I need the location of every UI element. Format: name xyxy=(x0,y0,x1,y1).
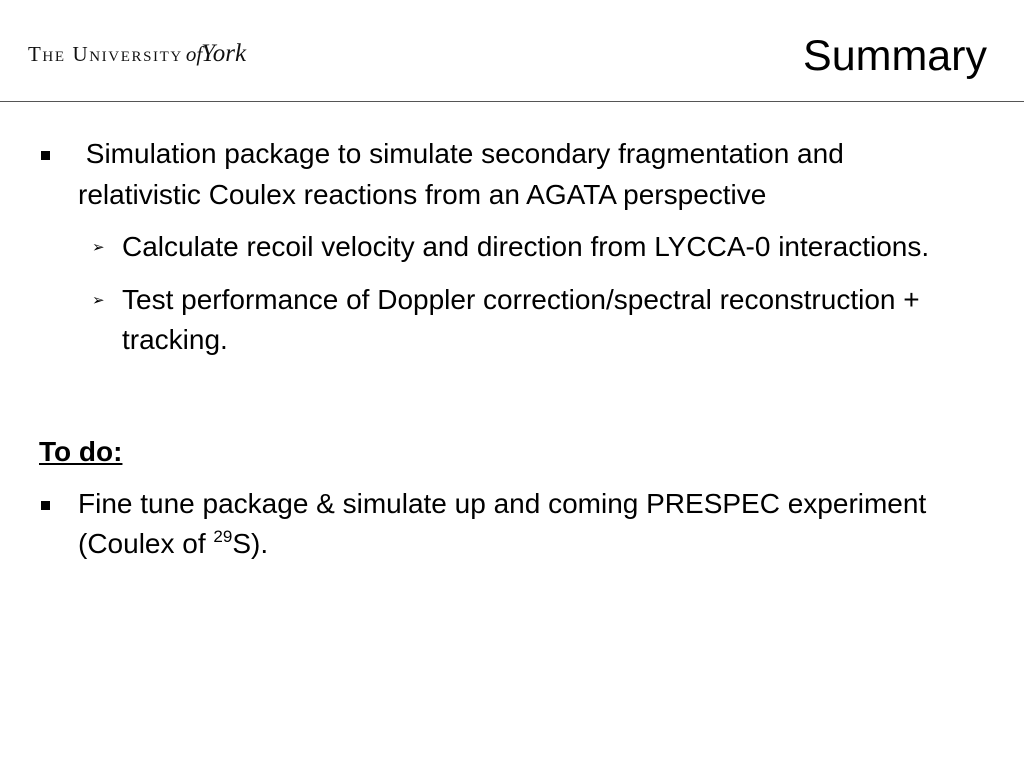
arrowhead-bullet-icon: ➢ xyxy=(92,239,105,256)
logo-york-script xyxy=(186,36,246,72)
arrowhead-bullet-icon: ➢ xyxy=(92,291,105,309)
logo-york-text: York xyxy=(201,40,247,67)
header-divider xyxy=(0,101,1024,102)
slide-title: Summary xyxy=(803,32,987,80)
square-bullet-icon xyxy=(41,151,50,160)
bullet-text: Simulation package to simulate secondary fragmentation and relativistic Coulex reactions from an AGATA perspective xyxy=(78,138,852,210)
bullet-item xyxy=(0,134,1024,215)
sub-bullet-item xyxy=(0,280,1024,361)
slide-body xyxy=(0,134,1024,565)
bullet-item xyxy=(0,484,1024,565)
university-of-york-logo xyxy=(28,36,246,72)
sub-bullet-text: Test performance of Doppler correction/spectral reconstruction + tracking. xyxy=(122,283,920,355)
logo-university-text: The University xyxy=(28,42,183,66)
logo-of-text: of xyxy=(185,42,203,66)
todo-text-after: S). xyxy=(232,528,269,559)
sub-bullet-item xyxy=(0,227,1024,268)
sub-bullet-text: Calculate recoil velocity and direction from LYCCA-0 interactions. xyxy=(122,231,930,262)
todo-text-before: Fine tune package & simulate up and coming PRESPEC experiment (Coulex of xyxy=(78,487,927,559)
isotope-mass-number: 29 xyxy=(213,527,233,546)
todo-heading: To do: xyxy=(39,435,123,467)
square-bullet-icon xyxy=(41,501,50,510)
